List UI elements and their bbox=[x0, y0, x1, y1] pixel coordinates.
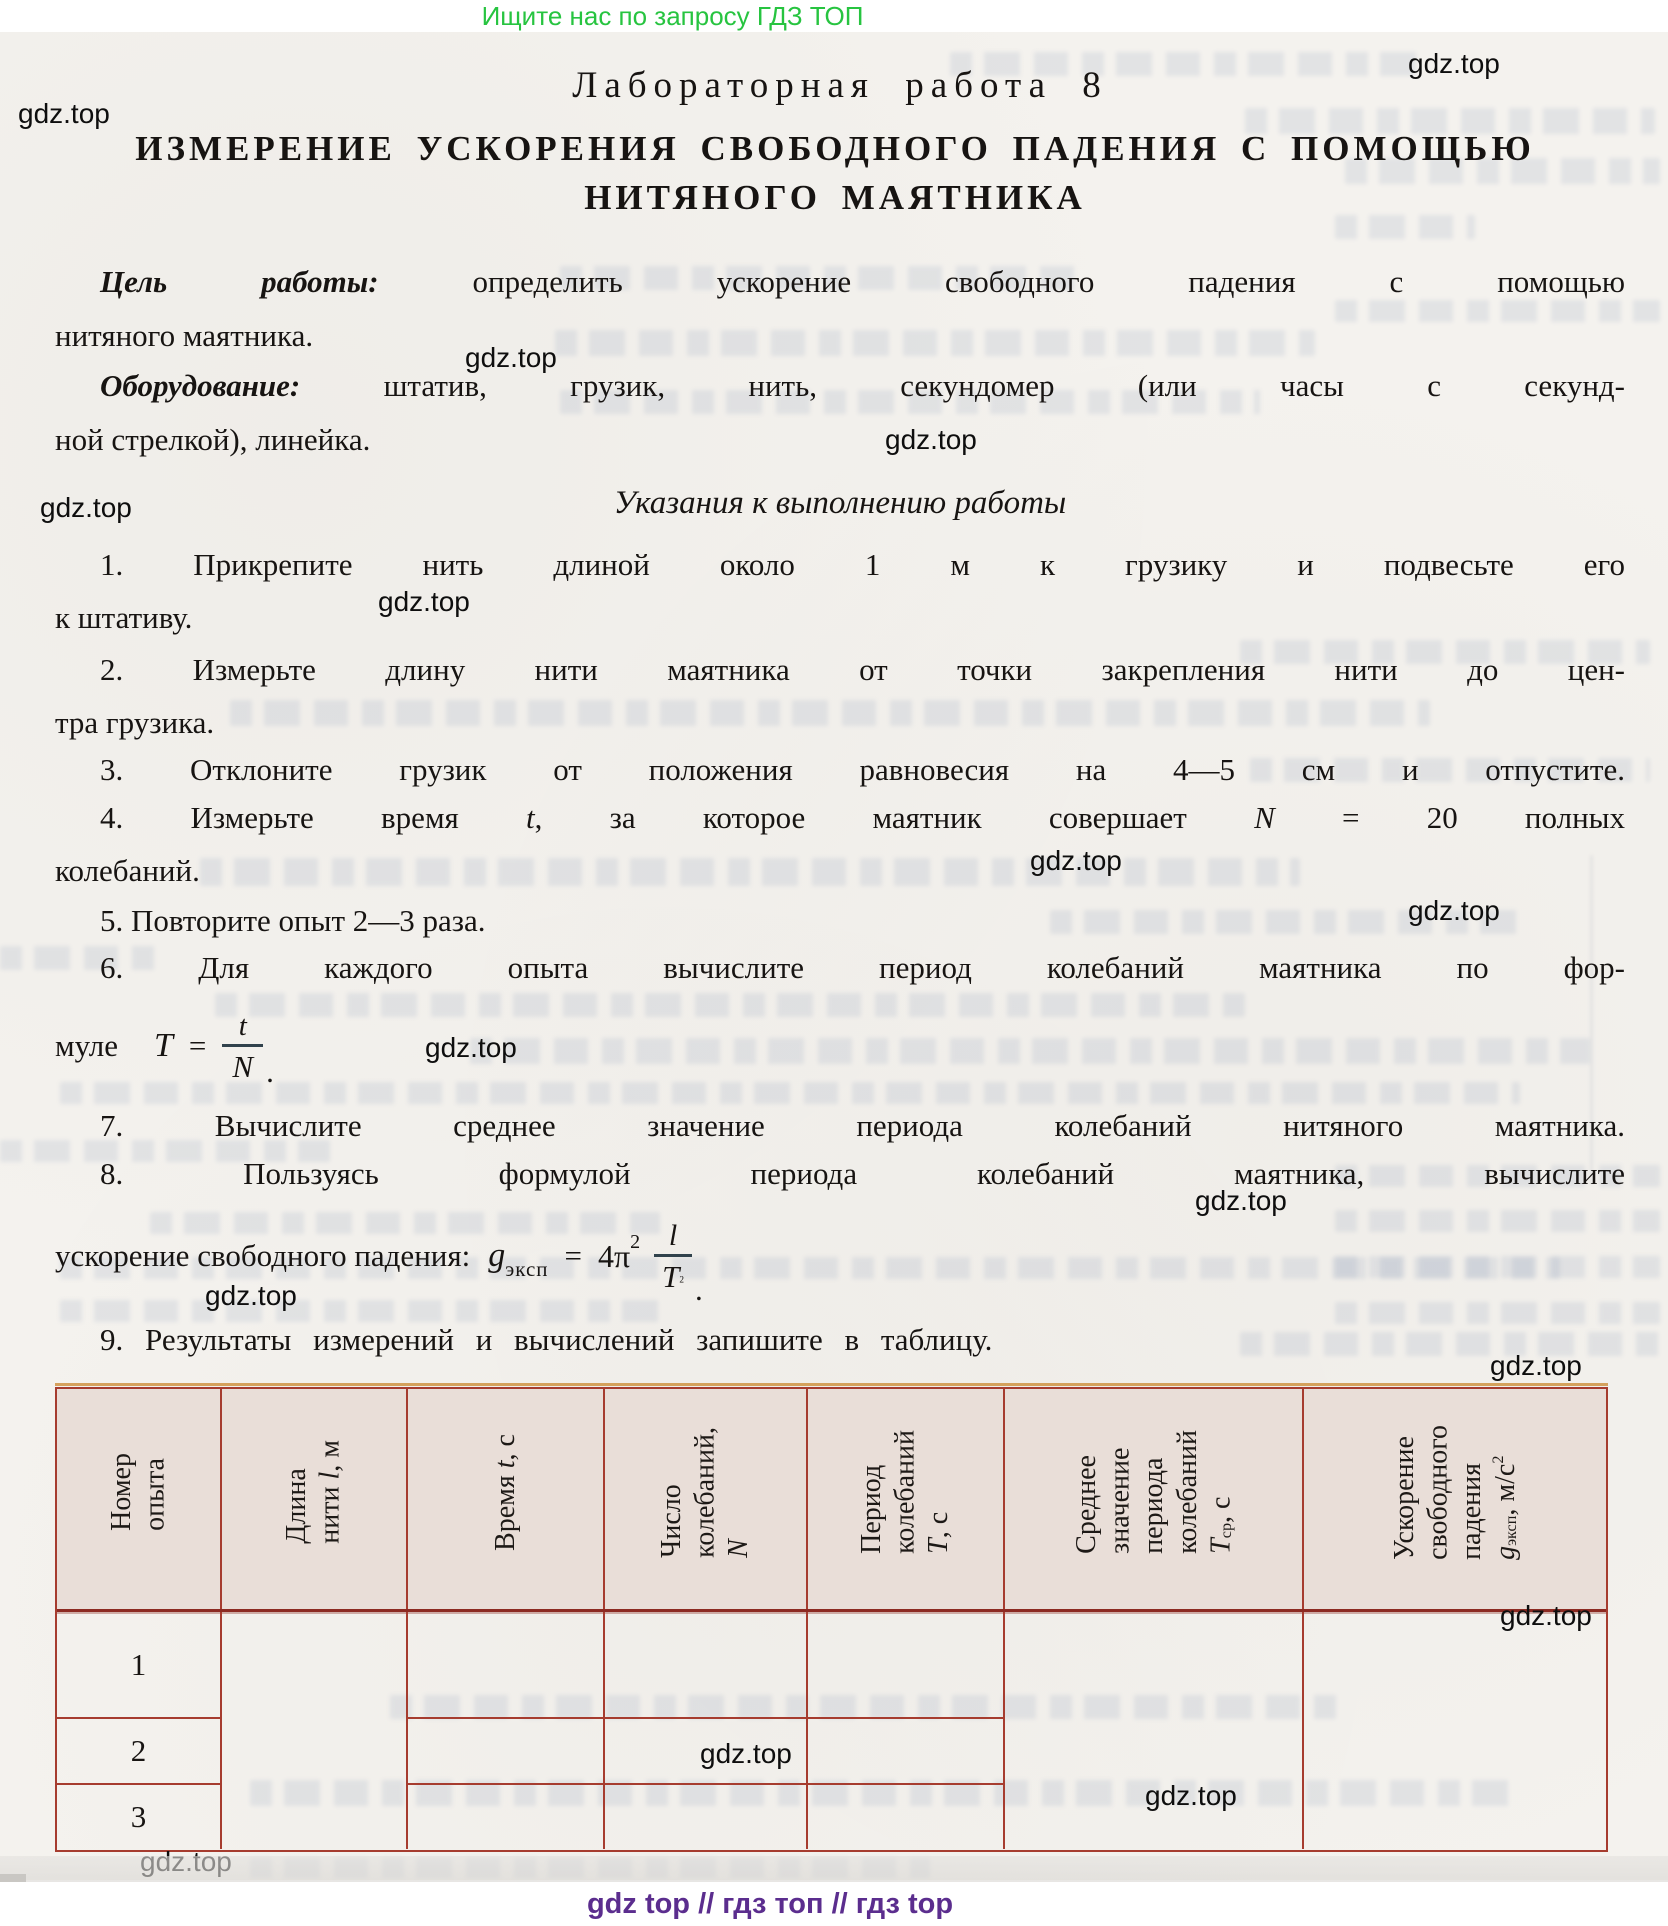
watermark-stamp: gdz.top bbox=[18, 98, 110, 129]
watermark-stamp: gdz.top bbox=[1408, 48, 1500, 79]
body-col-time bbox=[408, 1612, 605, 1849]
results-table-body bbox=[57, 1612, 1606, 1849]
formula-period bbox=[55, 998, 274, 1094]
body-col-oscillation-count bbox=[605, 1612, 808, 1849]
ghost-text-band bbox=[200, 858, 1300, 886]
variable-g: g bbox=[488, 1237, 506, 1274]
ghost-text-band bbox=[470, 1038, 1590, 1064]
watermark-stamp: gdz.top bbox=[1145, 1780, 1237, 1811]
denominator-T2: $T^2$ bbox=[662, 1258, 685, 1294]
subscript-exp: эксп bbox=[505, 1256, 549, 1281]
promo-banner-text: Ищите нас по запросу ГДЗ ТОП bbox=[481, 1, 864, 31]
ghost-text-band bbox=[215, 993, 1245, 1017]
goal-line-2: нитяного маятника. bbox=[55, 318, 314, 353]
fraction-l-over-T2 bbox=[654, 1218, 692, 1294]
table-cell-row1-col-period bbox=[808, 1612, 1003, 1719]
watermark-stamp: gdz.top bbox=[1195, 1185, 1287, 1216]
item-7: 7. Вычислите среднее значение периода колебаний нитяного маятника. bbox=[100, 1108, 1625, 1143]
table-cell-merged-col-free-fall-acceleration bbox=[1304, 1612, 1606, 1849]
col-thread-length-label: Длина нити l, м bbox=[281, 1440, 346, 1544]
equipment-line-1: Оборудование: штатив, грузик, нить, секундомер (или часы с секунд- bbox=[100, 368, 1625, 403]
header-col-free-fall-acceleration bbox=[1304, 1389, 1606, 1609]
watermark-stamp: gdz.top bbox=[885, 424, 977, 455]
watermark-stamp: gdz.top bbox=[465, 342, 557, 373]
body-col-period bbox=[808, 1612, 1005, 1849]
table-cell-row1-col-time bbox=[408, 1612, 603, 1719]
formula-free-fall bbox=[55, 1200, 703, 1312]
superscript-2: 2 bbox=[630, 1230, 641, 1253]
item-8-line-1: 8. Пользуясь формулой периода колебаний маятника, вычислите bbox=[100, 1156, 1625, 1191]
body-col-thread-length bbox=[222, 1612, 408, 1849]
ghost-text-band bbox=[1240, 1332, 1660, 1356]
table-cell-row3-col-period bbox=[808, 1785, 1003, 1849]
item-9: 9. Результаты измерений и вычислений запишите в таблицу. bbox=[100, 1322, 993, 1357]
numerator-t: t bbox=[238, 1009, 247, 1042]
results-table-header bbox=[57, 1389, 1606, 1612]
promo-banner bbox=[0, 1, 1345, 32]
title-line-1: ИЗМЕРЕНИЕ УСКОРЕНИЯ СВОБОДНОГО ПАДЕНИЯ С ПОМОЩЬЮ bbox=[135, 129, 1535, 168]
col-period-label: Период колебаний T, с bbox=[856, 1430, 955, 1554]
watermark-stamp: gdz.top bbox=[205, 1280, 297, 1311]
table-cell-row2-col-time bbox=[408, 1719, 603, 1785]
watermark-stamp: gdz.top bbox=[425, 1032, 517, 1063]
item-1-line-2: к штативу. bbox=[55, 600, 193, 635]
title-line-2: НИТЯНОГО МАЯТНИКА bbox=[584, 178, 1086, 217]
header-col-experiment-number bbox=[57, 1389, 222, 1609]
item-4-line-1: 4. Измерьте время t, за которое маятник совершает N = 20 полных bbox=[100, 800, 1625, 835]
equipment-line-2: ной стрелкой), линейка. bbox=[55, 422, 371, 457]
watermark-stamp: gdz.top bbox=[1030, 845, 1122, 876]
header-col-time bbox=[408, 1389, 605, 1609]
equals-sign: = bbox=[188, 1028, 207, 1063]
fraction-t-over-N bbox=[222, 1011, 263, 1082]
results-table bbox=[55, 1387, 1608, 1852]
ghost-text-band bbox=[1335, 300, 1660, 322]
item-3: 3. Отклоните грузик от положения равновесия на 4—5 см и отпустите. bbox=[100, 752, 1625, 787]
ghost-text-band bbox=[230, 700, 1430, 726]
table-cell-merged-col-thread-length bbox=[222, 1612, 406, 1849]
col-experiment-number-label: Номер опыта bbox=[105, 1453, 171, 1531]
watermark-stamp: gdz.top bbox=[700, 1738, 792, 1769]
item-2-line-2: тра грузика. bbox=[55, 705, 215, 740]
col-free-fall-acceleration-label: Ускорение свободного падения gэксп, $м/с^2$ bbox=[1388, 1424, 1521, 1560]
table-cell-row1-col-experiment-number: 1 bbox=[57, 1612, 220, 1719]
watermark-stamp: gdz.top bbox=[378, 586, 470, 617]
item-4-line-2: колебаний. bbox=[55, 853, 200, 888]
item-2-line-1: 2. Измерьте длину нити маятника от точки закрепления нити до цен- bbox=[100, 652, 1625, 687]
watermark-stamp: gdz.top bbox=[1408, 895, 1500, 926]
table-cell-row2-col-experiment-number: 2 bbox=[57, 1719, 220, 1785]
table-cell-row2-col-period bbox=[808, 1719, 1003, 1785]
footer-links bbox=[0, 1888, 1540, 1921]
body-col-free-fall-acceleration bbox=[1304, 1612, 1606, 1849]
header-col-mean-period bbox=[1005, 1389, 1304, 1609]
footer-text: gdz top // гдз топ // гдз top bbox=[586, 1888, 954, 1920]
ghost-text-band bbox=[555, 330, 1315, 356]
ghost-text-band bbox=[1335, 1256, 1660, 1278]
header-col-oscillation-count bbox=[605, 1389, 808, 1609]
variable-T: T bbox=[153, 1027, 173, 1064]
lab-heading: Лабораторная работа 8 bbox=[572, 65, 1108, 106]
body-col-mean-period bbox=[1005, 1612, 1304, 1849]
col-oscillation-count-label: Число колебаний, N bbox=[656, 1426, 755, 1558]
ghost-text-band bbox=[60, 1082, 1520, 1104]
numerator-l: l bbox=[668, 1218, 678, 1252]
item-5: 5. Повторите опыт 2—3 раза. bbox=[100, 903, 486, 938]
col-time-label: Время t, с bbox=[489, 1433, 521, 1551]
table-cell-row3-col-oscillation-count bbox=[605, 1785, 806, 1849]
header-col-thread-length bbox=[222, 1389, 408, 1609]
ghost-text-band bbox=[1335, 1210, 1660, 1232]
watermark-stamp: gdz.top bbox=[1490, 1350, 1582, 1381]
watermark-stamp: gdz.top bbox=[40, 492, 132, 523]
header-col-period bbox=[808, 1389, 1005, 1609]
table-cell-merged-col-mean-period bbox=[1005, 1612, 1302, 1849]
item-1-line-1: 1. Прикрепите нить длиной около 1 м к грузику и подвесьте его bbox=[100, 547, 1625, 582]
item-6-line-1: 6. Для каждого опыта вычислите период колебаний маятника по фор- bbox=[100, 950, 1625, 985]
instructions-heading: Указания к выполнению работы bbox=[613, 485, 1067, 521]
ghost-text-band bbox=[1335, 1302, 1660, 1324]
period-mark: . bbox=[695, 1272, 703, 1307]
col-mean-period-label: Среднее значение периода колебаний Tср, с bbox=[1070, 1430, 1236, 1554]
equals-sign: = bbox=[564, 1238, 582, 1273]
table-cell-row3-col-experiment-number: 3 bbox=[130, 1799, 147, 1834]
denominator-N: N bbox=[232, 1048, 254, 1084]
goal-line-1: Цель работы: определить ускорение свободного падения с помощью bbox=[100, 264, 1625, 299]
coefficient-4pi: 4π bbox=[598, 1237, 631, 1274]
formula-prefix: ускорение свободного падения: bbox=[55, 1238, 471, 1273]
formula-prefix: муле bbox=[55, 1028, 118, 1063]
table-cell-row3-col-time bbox=[408, 1785, 603, 1849]
table-cell-row1-col-oscillation-count bbox=[605, 1612, 806, 1719]
watermark-stamp: gdz.top bbox=[1500, 1600, 1592, 1631]
scan-edge-band bbox=[0, 1856, 1668, 1884]
period-mark: . bbox=[266, 1054, 274, 1089]
body-col-experiment-number bbox=[57, 1612, 222, 1849]
